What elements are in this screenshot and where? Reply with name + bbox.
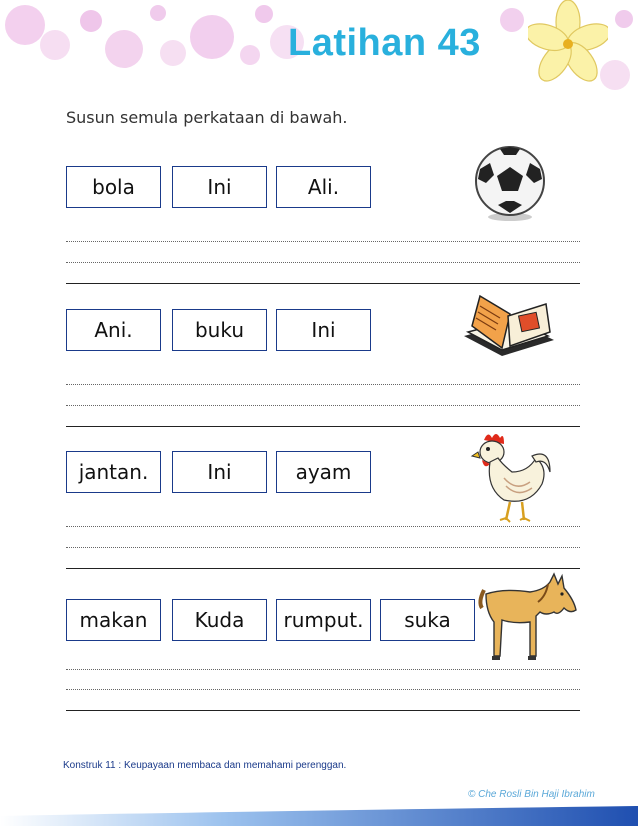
- answer-line-dotted: [66, 669, 580, 670]
- answer-line-solid: [66, 568, 580, 569]
- answer-line-solid: [66, 710, 580, 711]
- word-card[interactable]: bola: [66, 166, 161, 208]
- copyright-text: © Che Rosli Bin Haji Ibrahim: [468, 789, 595, 800]
- answer-line-solid: [66, 426, 580, 427]
- instruction-text: Susun semula perkataan di bawah.: [66, 108, 348, 127]
- answer-line-dotted: [66, 241, 580, 242]
- word-card[interactable]: suka: [380, 599, 475, 641]
- horse-icon: [474, 572, 580, 666]
- word-card[interactable]: Ini: [276, 309, 371, 351]
- word-card[interactable]: rumput.: [276, 599, 371, 641]
- word-card[interactable]: Ini: [172, 451, 267, 493]
- decor-bubble: [190, 15, 234, 59]
- answer-line-dotted: [66, 547, 580, 548]
- answer-line-dotted: [66, 262, 580, 263]
- answer-line-dotted: [66, 689, 580, 690]
- word-card[interactable]: Kuda: [172, 599, 267, 641]
- decor-bubble: [240, 45, 260, 65]
- word-card[interactable]: buku: [172, 309, 267, 351]
- footer-bar: [0, 806, 638, 826]
- construct-note: Konstruk 11 : Keupayaan membaca dan memahami perenggan.: [63, 760, 347, 771]
- word-card[interactable]: ayam: [276, 451, 371, 493]
- answer-line-dotted: [66, 405, 580, 406]
- decor-bubble: [615, 10, 633, 28]
- decor-bubble: [500, 8, 524, 32]
- decor-bubble: [255, 5, 273, 23]
- rooster-icon: [470, 428, 555, 526]
- soccer-ball-icon: [470, 143, 550, 223]
- decor-bubble: [5, 5, 45, 45]
- answer-line-solid: [66, 283, 580, 284]
- decor-bubble: [80, 10, 102, 32]
- decor-bubble: [160, 40, 186, 66]
- word-card[interactable]: jantan.: [66, 451, 161, 493]
- word-card[interactable]: Ini: [172, 166, 267, 208]
- book-icon: [458, 292, 558, 367]
- flower-icon: [528, 0, 608, 100]
- decor-bubble: [150, 5, 166, 21]
- word-card[interactable]: Ani.: [66, 309, 161, 351]
- word-card[interactable]: makan: [66, 599, 161, 641]
- decor-bubble: [40, 30, 70, 60]
- answer-line-dotted: [66, 384, 580, 385]
- answer-line-dotted: [66, 526, 580, 527]
- page-title: Latihan 43: [288, 22, 481, 64]
- word-card[interactable]: Ali.: [276, 166, 371, 208]
- decor-bubble: [105, 30, 143, 68]
